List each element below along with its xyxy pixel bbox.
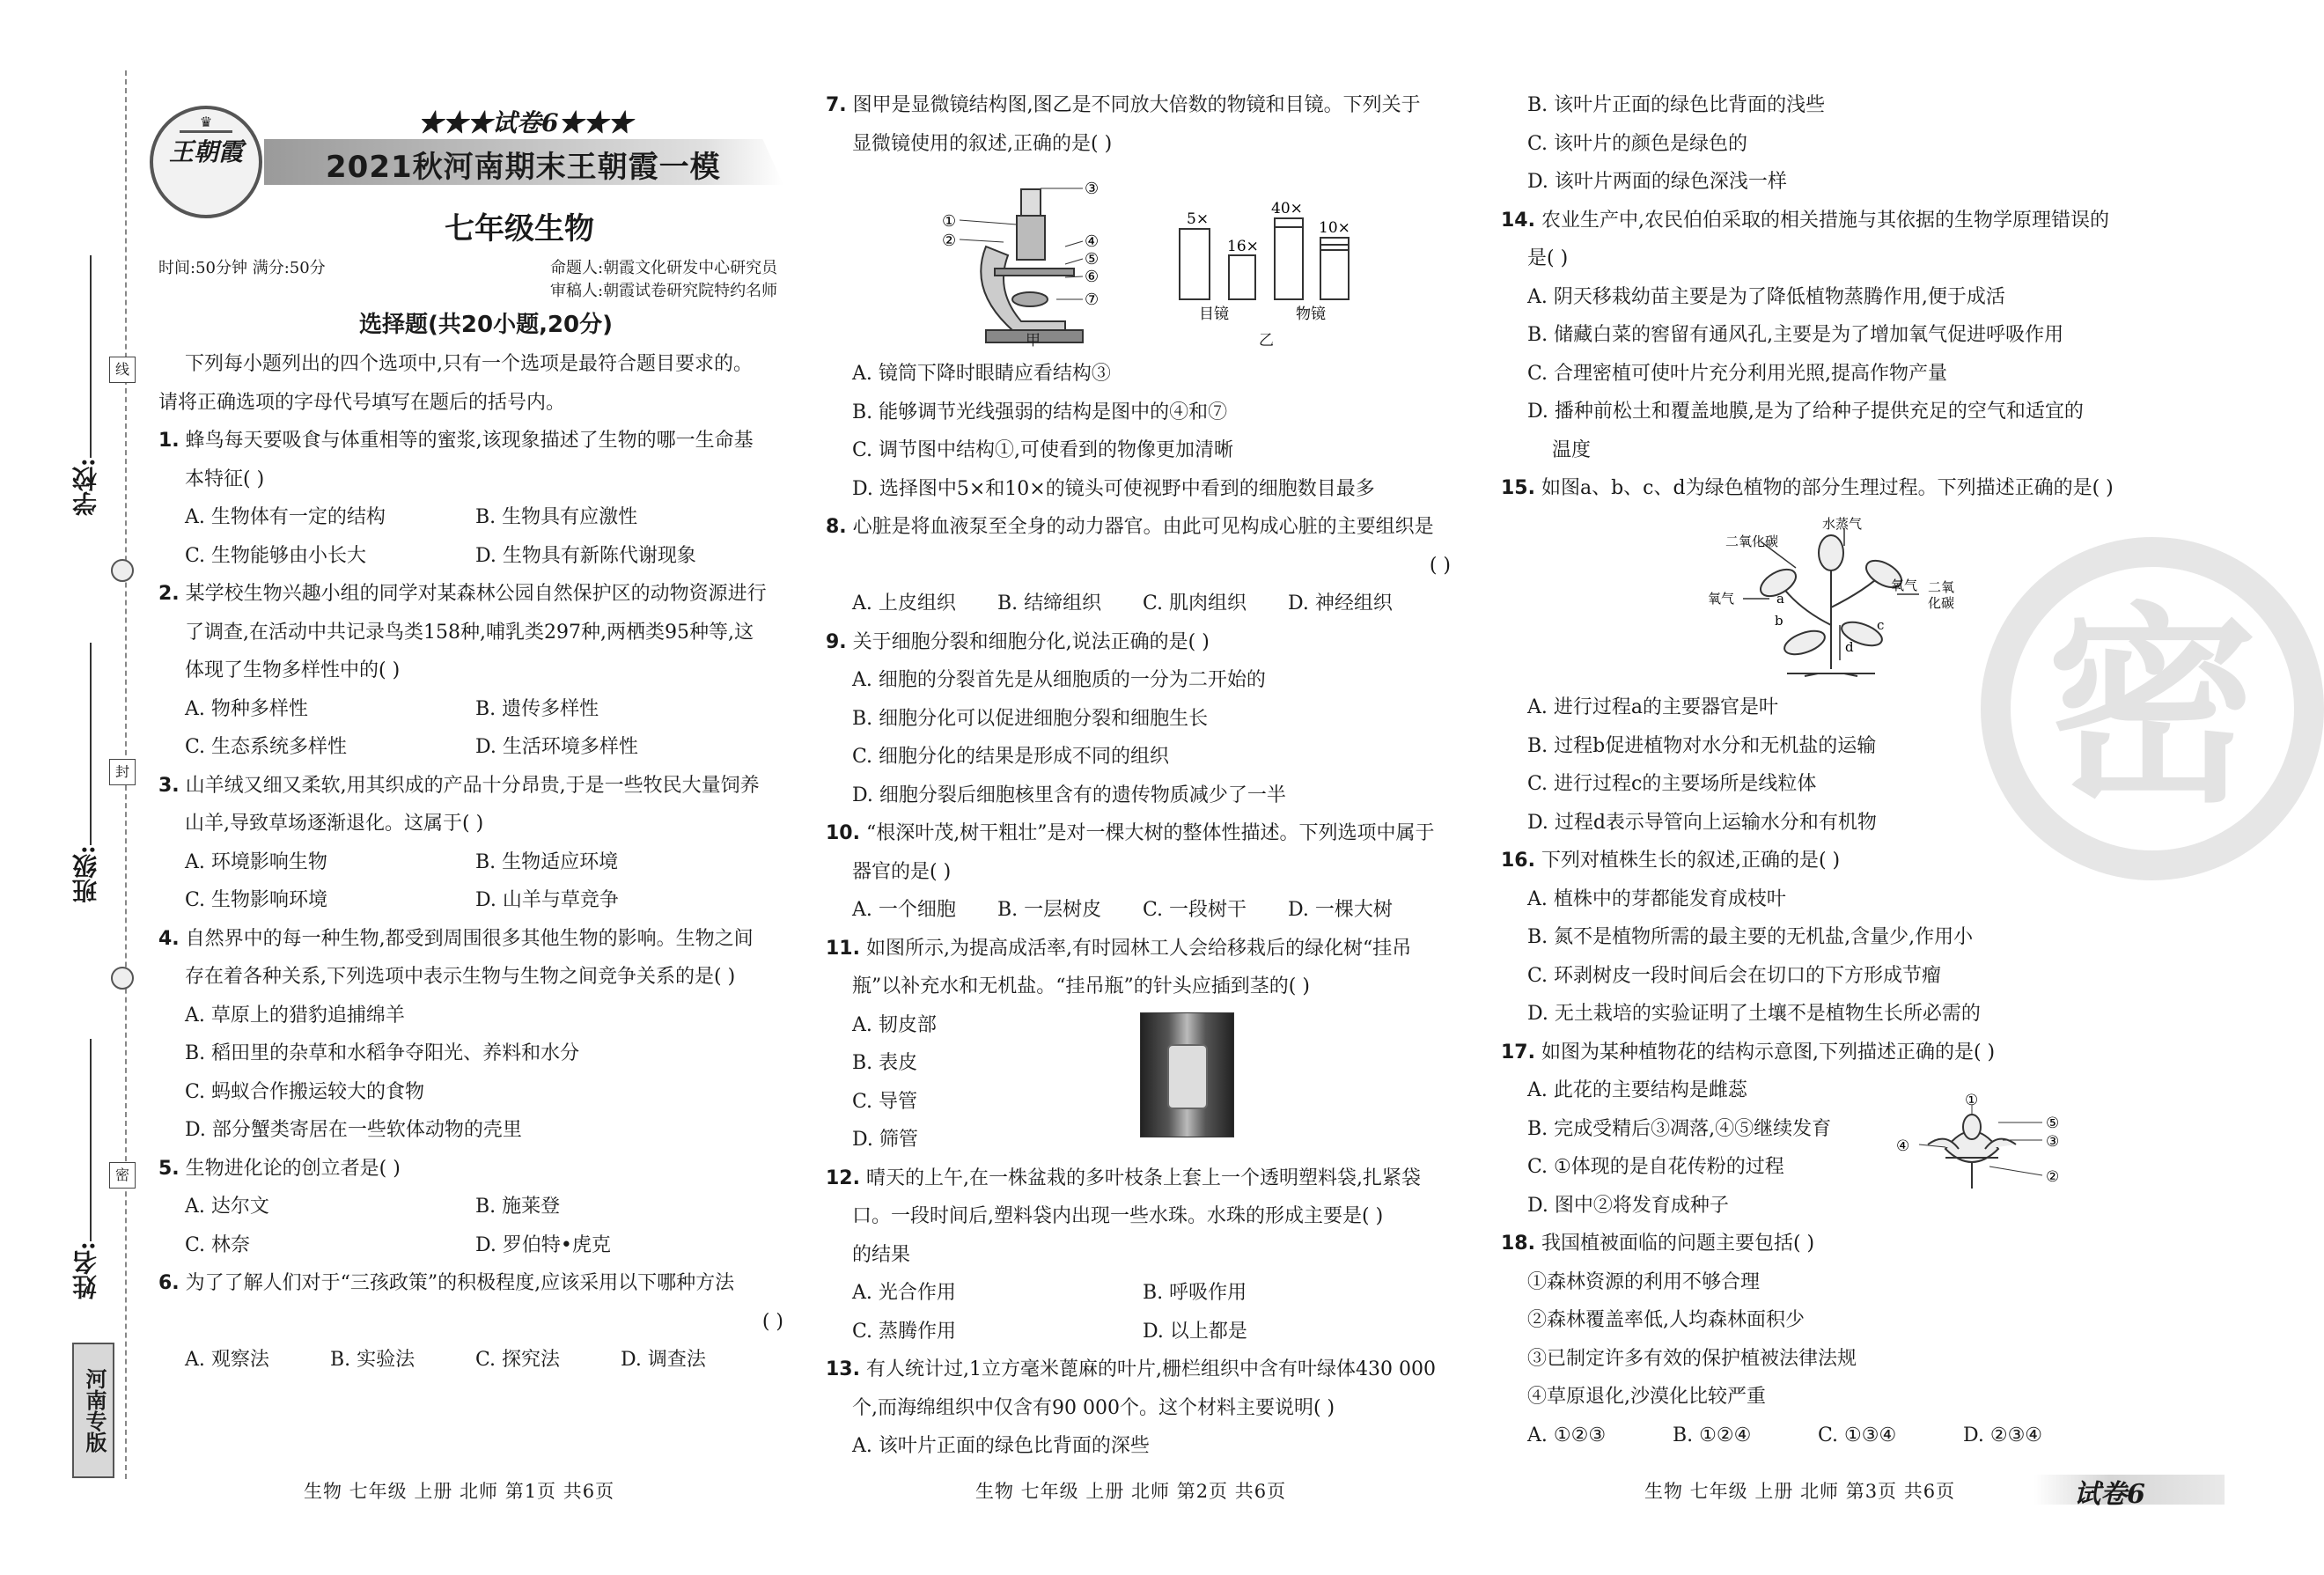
question-5: 5. 生物进化论的创立者是( ) xyxy=(158,1157,401,1180)
figure-jia: 甲 xyxy=(1026,332,1041,350)
footer-tag: 试卷6 xyxy=(2074,1479,2145,1510)
name-label: 姓名: xyxy=(71,1241,100,1300)
binding-hole-1 xyxy=(111,559,134,582)
micro-label-2: ② xyxy=(942,232,957,250)
lens-16x: 16× xyxy=(1227,238,1259,255)
column-2: 7. 图甲是显微镜结构图,图乙是不同放大倍数的物镜和目镜。下列关于 显微镜使用的叙述,正确的是( ) xyxy=(826,86,1460,163)
q10-options: A. 一个细胞 B. 一层树皮 C. 一段树干 D. 一棵大树 xyxy=(852,899,1393,921)
question-4: 4. 自然界中的每一种生物,都受到周围很多其他生物的影响。生物之间 xyxy=(158,927,754,950)
question-7: 7. 图甲是显微镜结构图,图乙是不同放大倍数的物镜和目镜。下列关于 xyxy=(826,94,1421,116)
label-a: a xyxy=(1776,591,1784,607)
region-badge: 河南专版 xyxy=(72,1343,114,1478)
label-co2-right-2: 化碳 xyxy=(1928,595,1955,611)
micro-label-7: ⑦ xyxy=(1085,291,1099,309)
label-c: c xyxy=(1877,617,1885,633)
author-line-1: 命题人:朝霞文化研发中心研究员 xyxy=(550,259,778,277)
q12-options: A. 光合作用 B. 呼吸作用 xyxy=(852,1282,1247,1304)
micro-label-6: ⑥ xyxy=(1085,268,1099,286)
author-line-2: 审稿人:朝霞试卷研究院特约名师 xyxy=(550,282,778,300)
micro-label-5: ⑤ xyxy=(1085,250,1099,269)
subject-title: 七年级生物 xyxy=(445,211,594,247)
label-co2-right: 二氧 xyxy=(1928,579,1955,595)
question-18: 18. 我国植被面临的问题主要包括( ) xyxy=(1501,1233,1815,1255)
time-score: 时间:50分钟 满分:50分 xyxy=(158,259,326,277)
q8-options: A. 上皮组织 B. 结缔组织 C. 肌肉组织 D. 神经组织 xyxy=(852,592,1393,615)
name-blank xyxy=(90,1039,92,1241)
binding-hole-2 xyxy=(111,967,134,990)
logo-text: 王朝霞 xyxy=(168,137,243,166)
instruction-2: 请将正确选项的字母代号填写在题后的括号内。 xyxy=(158,391,566,414)
figure-yi: 乙 xyxy=(1259,332,1274,350)
lens-5x: 5× xyxy=(1187,210,1210,228)
question-8: 8. 心脏是将血液泵至全身的动力器官。由此可见构成心脏的主要组织是 xyxy=(826,516,1434,538)
question-17: 17. 如图为某种植物花的结构示意图,下列描述正确的是( ) xyxy=(1501,1041,1996,1063)
column-3: B. 该叶片正面的绿色比背面的浅些 C. 该叶片的颜色是绿色的 D. 该叶片两面的绿色深浅一样 14. 农业生产中,农民伯伯采取的相关措施与其依据的生物学原理错误的 是( ) A. 阴天移栽幼苗主要是为了降低植物蒸腾作用,便于成活 B. 储藏白菜的窖留有通风孔,主要是为了增加氧气促进呼吸作用 C. 合理密植可使叶片充分利用光照,提高作物产量 D. 播种前松土和覆盖地膜,是为了给种子提供充足的空气和适宜的 温度 15. 如图a、b、c、d为绿色植物的部分生理过程。下列描述正确的是( ) xyxy=(1501,86,2152,508)
question-3: 3. 山羊绒又细又柔软,用其织成的产品十分昂贵,于是一些牧民大量饲养 xyxy=(158,774,760,797)
label-o2-right: 氧气 xyxy=(1891,578,1918,593)
section-title: 选择题(共20小题,20分) xyxy=(359,312,614,338)
q5-options: A. 达尔文 B. 施莱登 xyxy=(185,1196,561,1218)
question-10: 10. “根深叶茂,树干粗壮”是对一棵大树的整体性描述。下列选项中属于 xyxy=(826,822,1435,844)
instruction-1: 下列每小题列出的四个选项中,只有一个选项是最符合题目要求的。 xyxy=(185,353,753,375)
micro-label-4: ④ xyxy=(1085,232,1099,251)
column-2-cont: A. 镜筒下降时眼睛应看结构③ B. 能够调节光线强弱的结构是图中的④和⑦ C. 调节图中结构①,可使看到的物像更加清晰 D. 选择图中5×和10×的镜头可使视野中看到的细胞数目最多 8. 心脏是将血液泵至全身的动力器官。由此可见构成心脏的主要组织是 ( ) A. 上皮组织 B. 结缔组织 C. 肌肉组织 D. 神经组织 9. 关于细胞分裂和细胞分化,说法正确的是( ) A. 细胞的分裂首先是从细胞质的一分为二开始的 B. 细胞分化可以促进细胞分裂和细胞生长 C. 细胞分化的结果是形成不同的组织 D. 细胞分裂后细胞核里含有的遗传物质减少了一半 10. “根深叶茂,树干粗壮”是对一棵大树的整体性描述。下列选项中属于 器官的是( ) A. 一个细胞 B. 一层树皮 C. 一段树干 D. 一棵大树 11. 如图所示,为提高成活率,有时园林工人会给移栽后的绿化树“挂吊 瓶”以补充水和无机盐。“挂吊瓶”的针头应插到茎的( ) A. 韧皮部 B. 表皮 C. 导管 D. 筛管 12. 晴天的上午,在一株盆栽的多叶枝条上套上一个透明塑料袋,扎紧袋 口。一段时间后,塑料袋内出现一些水珠。水珠的形成主要是( ) 的结果 A. 光合作用 B. 呼吸作用 C. 蒸腾作用 D. 以上都是 13. 有人统计过,1立方毫米蓖麻的叶片,栅栏组织中含有叶绿体430 000 个,而海绵组织中仅含有90 000个。这个材料主要说明( ) A. 该叶片正面的绿色比背面的深些 xyxy=(826,355,1460,1466)
class-blank xyxy=(90,643,92,845)
logo-crown-icon: ♛ xyxy=(180,114,232,133)
lens-10x: 10× xyxy=(1319,219,1350,237)
seal-feng: 封 xyxy=(109,759,136,785)
exam-title: 2021秋河南期末王朝霞一模 xyxy=(326,150,721,185)
q6-options: A. 观察法 B. 实验法 C. 探究法 D. 调查法 xyxy=(185,1349,706,1371)
question-12: 12. 晴天的上午,在一株盆栽的多叶枝条上套上一个透明塑料袋,扎紧袋 xyxy=(826,1167,1421,1189)
footer-page-3: 生物 七年级 上册 北师 第3页 共6页 xyxy=(1644,1481,1956,1502)
flower-label-5: ⑤ xyxy=(2046,1115,2060,1132)
lens-40x: 40× xyxy=(1271,200,1303,217)
footer-page-2: 生物 七年级 上册 北师 第2页 共6页 xyxy=(975,1481,1287,1502)
seal-mi: 密 xyxy=(109,1162,136,1189)
column-3-cont: A. 进行过程a的主要器官是叶 B. 过程b促进植物对水分和无机盐的运输 C. 进行过程c的主要场所是线粒体 D. 过程d表示导管向上运输水分和有机物 16. 下列对植株生长的叙述,正确的是( ) A. 植株中的芽都能发育成枝叶 B. 氮不是植物所需的最主要的无机盐,含量少,作用小 C. 环剥树皮一段时间后会在切口的下方形成节瘤 D. 无土栽培的实验证明了土壤不是植物生长所必需的 17. 如图为某种植物花的结构示意图,下列描述正确的是( ) A. 此花的主要结构是雌蕊 B. 完成受精后③凋落,④⑤继续发育 C. ①体现的是自花传粉的过程 D. 图中②将发育成种子 18. 我国植被面临的问题主要包括( ) ①森林资源的利用不够合理 ②森林覆盖率低,人均森林面积少 ③已制定许多有效的保护植被法律法规 ④草原退化,沙漠化比较严重 A. ①②③ B. ①②④ C. ①③④ D. ②③④ xyxy=(1501,688,2152,1454)
question-2: 2. 某学校生物兴趣小组的同学对某森林公园自然保护区的动物资源进行 xyxy=(158,583,767,605)
paper-label: ★★★试卷6★★★ xyxy=(418,108,633,137)
class-label: 班级: xyxy=(71,845,100,904)
question-13: 13. 有人统计过,1立方毫米蓖麻的叶片,栅栏组织中含有叶绿体430 000 xyxy=(826,1358,1436,1380)
flower-figure xyxy=(1893,1092,2078,1193)
question-9: 9. 关于细胞分裂和细胞分化,说法正确的是( ) xyxy=(826,630,1210,653)
micro-label-1: ① xyxy=(942,212,957,231)
question-16: 16. 下列对植株生长的叙述,正确的是( ) xyxy=(1501,850,1841,872)
q3-options: A. 环境影响生物 B. 生物适应环境 xyxy=(185,850,619,873)
flower-drawing xyxy=(1928,1115,2016,1189)
label-o2-left: 氧气 xyxy=(1708,591,1735,607)
label-eyepiece: 目镜 xyxy=(1199,305,1229,323)
logo-badge xyxy=(150,106,262,218)
question-14: 14. 农业生产中,农民伯伯采取的相关措施与其依据的生物学原理错误的 xyxy=(1501,209,2109,232)
column-1: 下列每小题列出的四个选项中,只有一个选项是最符合题目要求的。 请将正确选项的字母代号填写在题后的括号内。 1. 蜂鸟每天要吸食与体重相等的蜜浆,该现象描述了生物的哪一生命基 本特征( ) A. 生物体有一定的结构 B. 生物具有应激性 C. 生物能够由小长大 D. 生物具有新陈代谢现象 2. 某学校生物兴趣小组的同学对某森林公园自然保护区的动物资源进行 了调查,在活动中共记录鸟类158种,哺乳类297种,两栖类95种等,这 体现了生物多样性中的( ) A. 物种多样性 B. 遗传多样性 C. 生态系统多样性 D. 生活环境多样性 3. 山羊绒又细又柔软,用其织成的产品十分昂贵,于是一些牧民大量饲养 山羊,导致草场逐渐退化。这属于( ) A. 环境影响生物 B. 生物适应环境 C. 生物影响环境 D. 山羊与草竞争 4. 自然界中的每一种生物,都受到周围很多其他生物的影响。生物之间 存在着各种关系,下列选项中表示生物与生物之间竞争关系的是( ) A. 草原上的猎豹追捕绵羊 B. 稻田里的杂草和水稻争夺阳光、养料和水分 C. 蚂蚁合作搬运较大的食物 D. 部分蟹类寄居在一些软体动物的壳里 5. 生物进化论的创立者是( ) A. 达尔文 B. 施莱登 C. 林奈 D. 罗伯特•虎克 6. 为了了解人们对于“三孩政策”的积极程度,应该采用以下哪种方法 ( ) A. 观察法 B. 实验法 C. 探究法 D. 调查法 xyxy=(158,345,792,1380)
mi-watermark: 密 xyxy=(1981,537,2324,880)
seal-xian: 线 xyxy=(109,357,136,383)
microscope-figure xyxy=(933,176,1408,352)
label-objective: 物镜 xyxy=(1296,305,1326,323)
question-15: 15. 如图a、b、c、d为绿色植物的部分生理过程。下列描述正确的是( ) xyxy=(1501,477,2114,499)
flower-label-4: ④ xyxy=(1896,1137,1910,1155)
q2-options: A. 物种多样性 B. 遗传多样性 xyxy=(185,697,599,720)
tree-drip-photo xyxy=(1140,1012,1234,1137)
q1-options: A. 生物体有一定的结构 B. 生物具有应激性 xyxy=(185,506,638,528)
question-11: 11. 如图所示,为提高成活率,有时园林工人会给移栽后的绿化树“挂吊 xyxy=(826,937,1412,960)
label-b: b xyxy=(1775,613,1783,629)
flower-label-2: ② xyxy=(2046,1168,2060,1186)
label-water-vapor: 水蒸气 xyxy=(1822,516,1863,532)
question-6: 6. 为了了解人们对于“三孩政策”的积极程度,应该采用以下哪种方法 xyxy=(158,1272,735,1294)
label-co2-top: 二氧化碳 xyxy=(1725,534,1779,549)
micro-label-3: ③ xyxy=(1085,180,1099,198)
drip-bag-icon xyxy=(1167,1044,1208,1109)
footer-page-1: 生物 七年级 上册 北师 第1页 共6页 xyxy=(304,1481,615,1502)
school-blank xyxy=(90,255,92,458)
question-1: 1. 蜂鸟每天要吸食与体重相等的蜜浆,该现象描述了生物的哪一生命基 xyxy=(158,430,754,452)
flower-label-1: ① xyxy=(1965,1092,1979,1109)
flower-label-3: ③ xyxy=(2046,1133,2060,1151)
microscope-drawing xyxy=(981,189,1083,342)
label-d: d xyxy=(1845,639,1854,655)
school-label: 学校: xyxy=(71,458,100,517)
q18-options: A. ①②③ B. ①②④ C. ①③④ D. ②③④ xyxy=(1527,1424,2043,1446)
plant-process-figure xyxy=(1690,516,1972,678)
